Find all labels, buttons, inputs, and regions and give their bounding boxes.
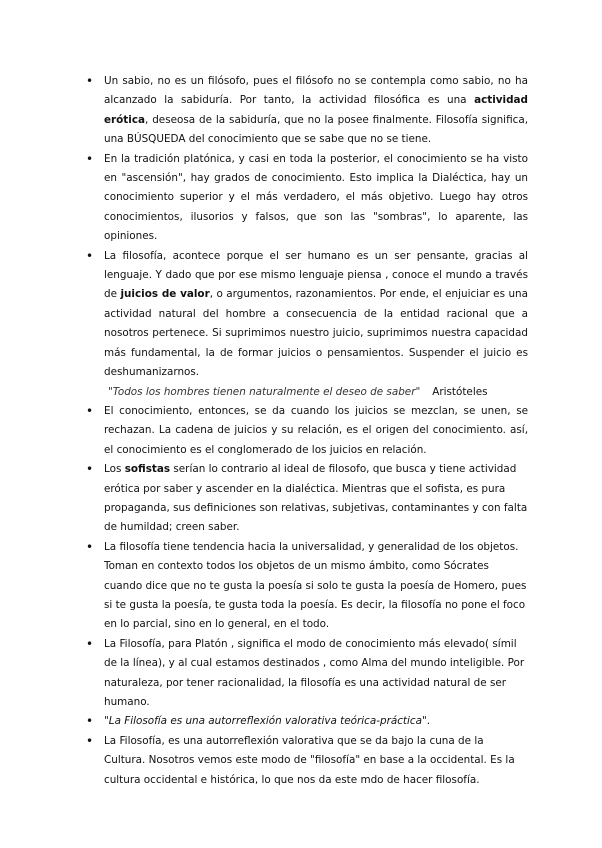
quote-author: Aristóteles xyxy=(432,385,488,398)
list-item xyxy=(84,712,528,731)
bold-term: juicios de valor xyxy=(120,288,210,301)
item-text: Un sabio, no es un filósofo, pues el filósofo no se contempla como sabio, no ha alcanzado la sabiduría. Por tanto, la actividad filosófica es una xyxy=(104,75,528,107)
bullet-icon: • xyxy=(86,636,94,651)
item-text: , deseosa de la sabiduría, que no la posee finalmente. Filosofía significa, una BÚSQUEDA del conocimiento que se sabe que no se tiene. xyxy=(104,113,528,146)
bold-term: sofistas xyxy=(124,463,171,476)
item-text: . xyxy=(426,715,431,728)
item-text: La filosofía, acontece porque el ser humano es un ser pensante, gracias al lenguaje. Y dado que por ese mismo lenguaje piensa , conoce el mundo a través de xyxy=(104,249,528,301)
list-item xyxy=(84,732,528,790)
item-text: El conocimiento, entonces, se da cuando los juicios se mezclan, se unen, se rechazan. La cadena de juicios y su relación, es el origen del conocimiento. así, el conocimiento es el conglomerado de los juicios en relación. xyxy=(104,404,528,456)
list-item xyxy=(84,460,528,538)
list-item xyxy=(84,635,528,713)
aristotle-quote xyxy=(84,383,528,402)
bullet-list xyxy=(84,72,528,790)
quote-text: "Todos los hombres tienen naturalmente el deseo de saber" xyxy=(108,385,421,398)
italic-quote: "La Filosofía es una autorreflexión valorativa teórica-práctica" xyxy=(104,715,427,728)
bullet-icon: • xyxy=(86,462,94,477)
item-text: La Filosofía, es una autorreflexión valorativa que se da bajo la cuna de la Cultura. Nosotros vemos este modo de "filosofía" en base a la occidental. Es la cultura occidental e histórica, lo que nos da este mdo de hacer filosofía. xyxy=(104,734,515,786)
list-item xyxy=(84,402,528,460)
item-text: , o argumentos, razonamientos. Por ende, el enjuiciar es una actividad natural del hombre a consecuencia de la entidad racional que a nosotros pertenece. Si suprimimos nuestro juicio, suprimimos nuestra capacidad más fundamental, la de formar juicios o pensamientos. Suspender el juicio es deshumanizarnos. xyxy=(104,288,528,379)
bullet-icon: • xyxy=(86,539,94,554)
item-text: La Filosofía, para Platón , significa el modo de conocimiento más elevado( símil de la línea), y al cual estamos destinados , como Alma del mundo inteligible. Por naturaleza, por tener racionalidad, la filosofía es una actividad natural de ser humano. xyxy=(104,637,525,708)
item-text: serían lo contrario al ideal de filosofo, que busca y tiene actividad erótica por saber y ascender en la dialéctica. Mientras que el sofista, es pura propaganda, sus definiciones son relativas, subjetivas, contaminantes y con falta de humildad; creen saber. xyxy=(104,463,528,534)
bullet-icon: • xyxy=(86,733,94,748)
list-item xyxy=(84,538,528,635)
bold-term: actividad erótica xyxy=(104,94,528,126)
bullet-icon: • xyxy=(86,248,94,263)
item-text: En la tradición platónica, y casi en toda la posterior, el conocimiento se ha visto en "ascensión", hay grados de conocimiento. Esto implica la Dialéctica, hay un conocimiento superior y el más verdadero, el más objetivo. Luego hay otros conocimientos, ilusorios y falsos, que son las "sombras", lo aparente, las opiniones. xyxy=(104,152,528,243)
bullet-icon: • xyxy=(86,714,94,729)
item-text: La filosofía tiene tendencia hacia la universalidad, y generalidad de los objetos. Toman en contexto todos los objetos de un mismo ámbito, como Sócrates cuando dice que no te gusta la poesía si solo te gusta la poesía de Homero, pues si te gusta la poesía, te gusta toda la poesía. Es decir, la filosofía no pone el foco en lo parcial, sino en lo general, en el todo. xyxy=(104,540,527,631)
list-item xyxy=(84,150,528,247)
bullet-icon: • xyxy=(86,403,94,418)
bullet-icon: • xyxy=(86,151,94,166)
list-item xyxy=(84,72,528,150)
item-text: Los xyxy=(104,463,125,476)
bullet-icon: • xyxy=(86,74,94,88)
list-item xyxy=(84,247,528,383)
